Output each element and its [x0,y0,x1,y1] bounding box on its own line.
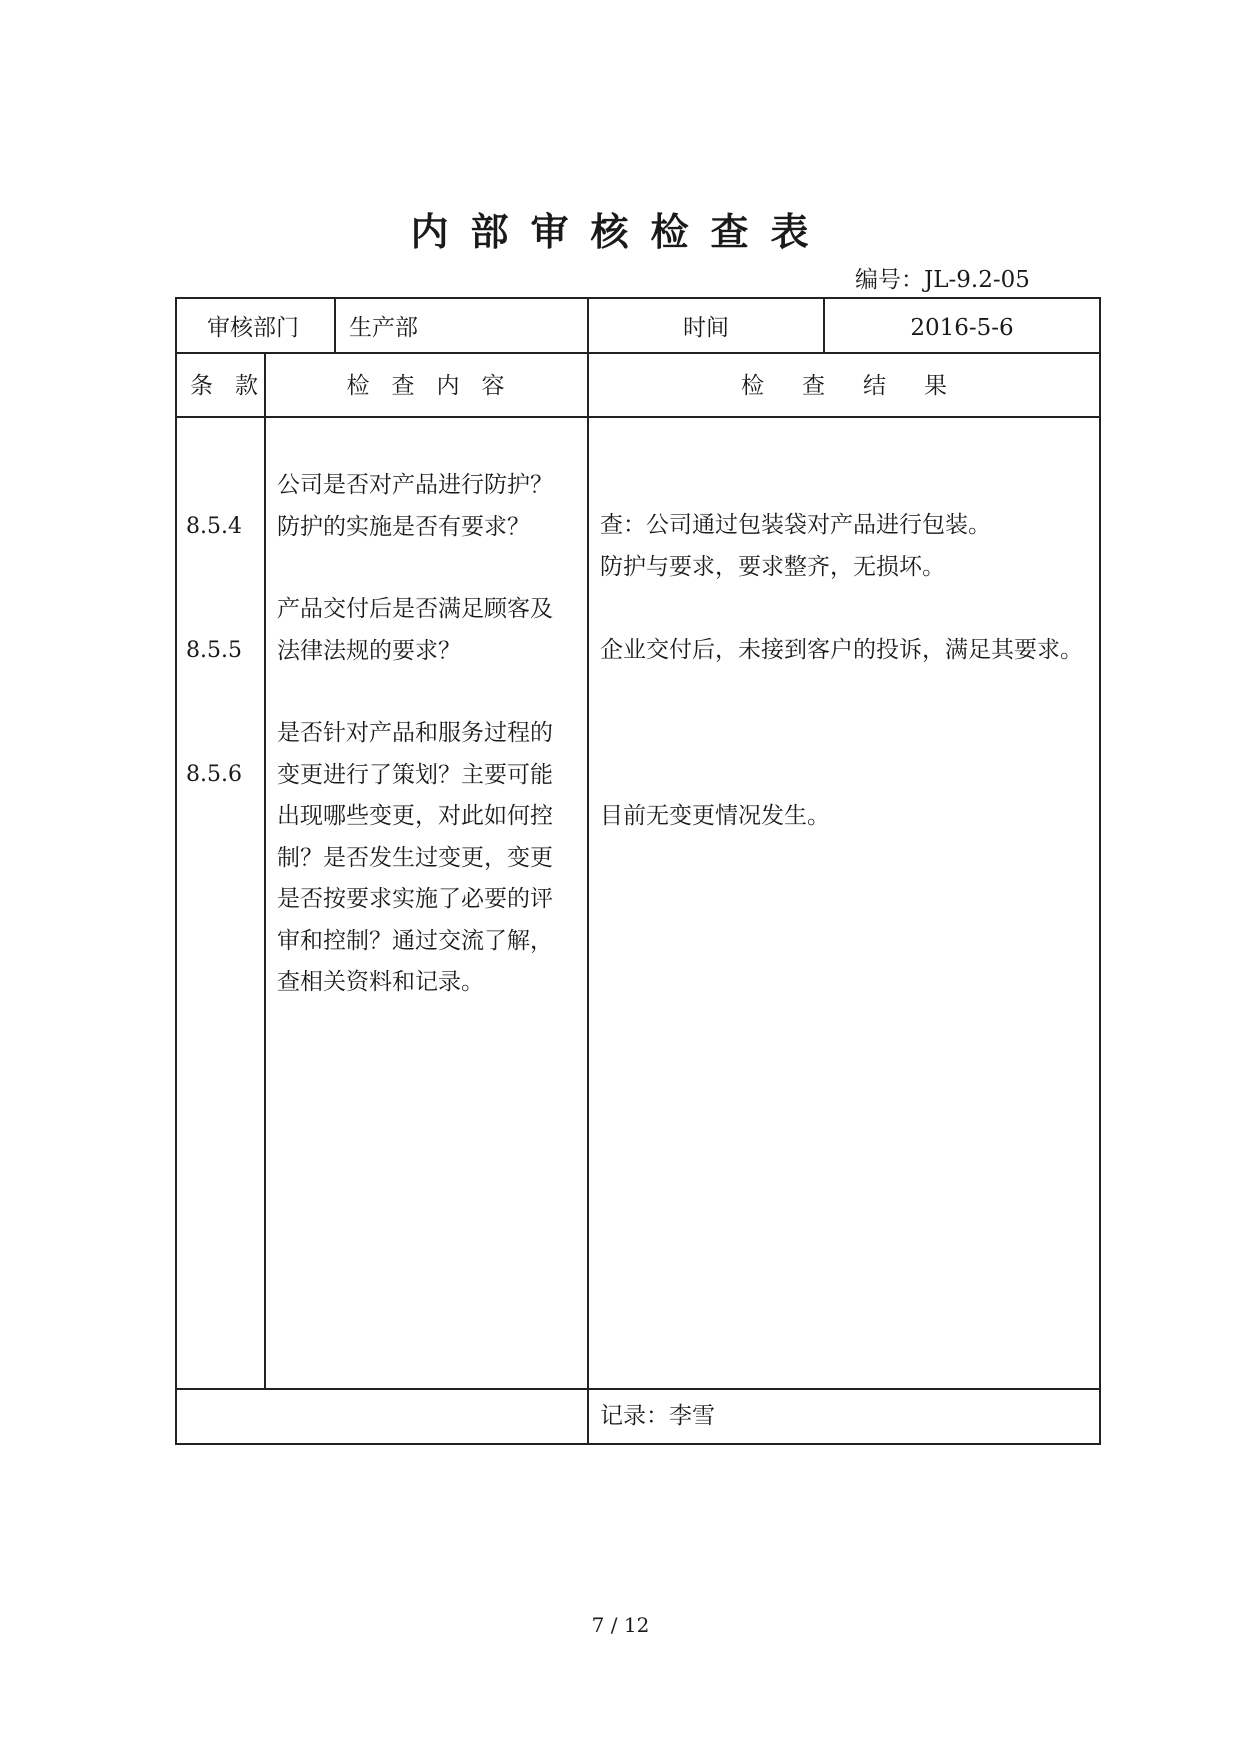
col-divider [334,297,336,354]
result-line: 企业交付后，未接到客户的投诉，满足其要求。 [600,637,1083,663]
content-line: 是否针对产品和服务过程的 [277,720,553,746]
check-content [277,589,553,672]
content-line: 变更进行了策划？主要可能 [277,761,553,788]
content-line: 制？是否发生过变更，变更 [277,844,553,871]
check-result [600,630,1083,672]
row-divider [175,416,1101,418]
col-divider [587,297,589,1445]
check-result [600,505,991,588]
check-result [600,796,830,838]
col-header-clause: 条款 [190,373,280,399]
col-header-result: 检查结果 [741,373,985,399]
check-content [277,713,553,1004]
recorder: 记录：李雪 [600,1403,715,1429]
dept-label: 审核部门 [207,315,299,341]
content-line: 审和控制？通过交流了解， [277,927,553,954]
time-label: 时间 [683,315,729,341]
dept-value: 生产部 [349,315,418,341]
col-divider [264,352,266,1390]
page-number: 7 / 12 [591,1613,650,1637]
content-line: 产品交付后是否满足顾客及 [277,596,553,622]
clause-number: 8.5.4 [186,514,242,539]
clause-number: 8.5.6 [186,762,242,787]
time-value: 2016-5-6 [910,315,1014,341]
result-line: 目前无变更情况发生。 [600,803,830,829]
result-line: 防护与要求，要求整齐，无损坏。 [600,553,945,580]
content-line: 防护的实施是否有要求？ [277,513,530,540]
content-line: 公司是否对产品进行防护？ [277,472,553,498]
result-line: 查：公司通过包装袋对产品进行包装。 [600,512,991,538]
content-line: 出现哪些变更，对此如何控 [277,803,553,829]
content-line: 查相关资料和记录。 [277,969,484,995]
row-divider [175,1388,1101,1390]
row-divider [175,352,1101,354]
clause-number: 8.5.5 [186,638,242,663]
content-line: 法律法规的要求？ [277,637,461,664]
content-line: 是否按要求实施了必要的评 [277,886,553,912]
check-content [277,465,553,548]
col-header-content: 检查内容 [346,373,527,399]
document-title: 内部审核检查表 [410,210,831,254]
document-number: 编号：JL-9.2-05 [855,267,1030,293]
